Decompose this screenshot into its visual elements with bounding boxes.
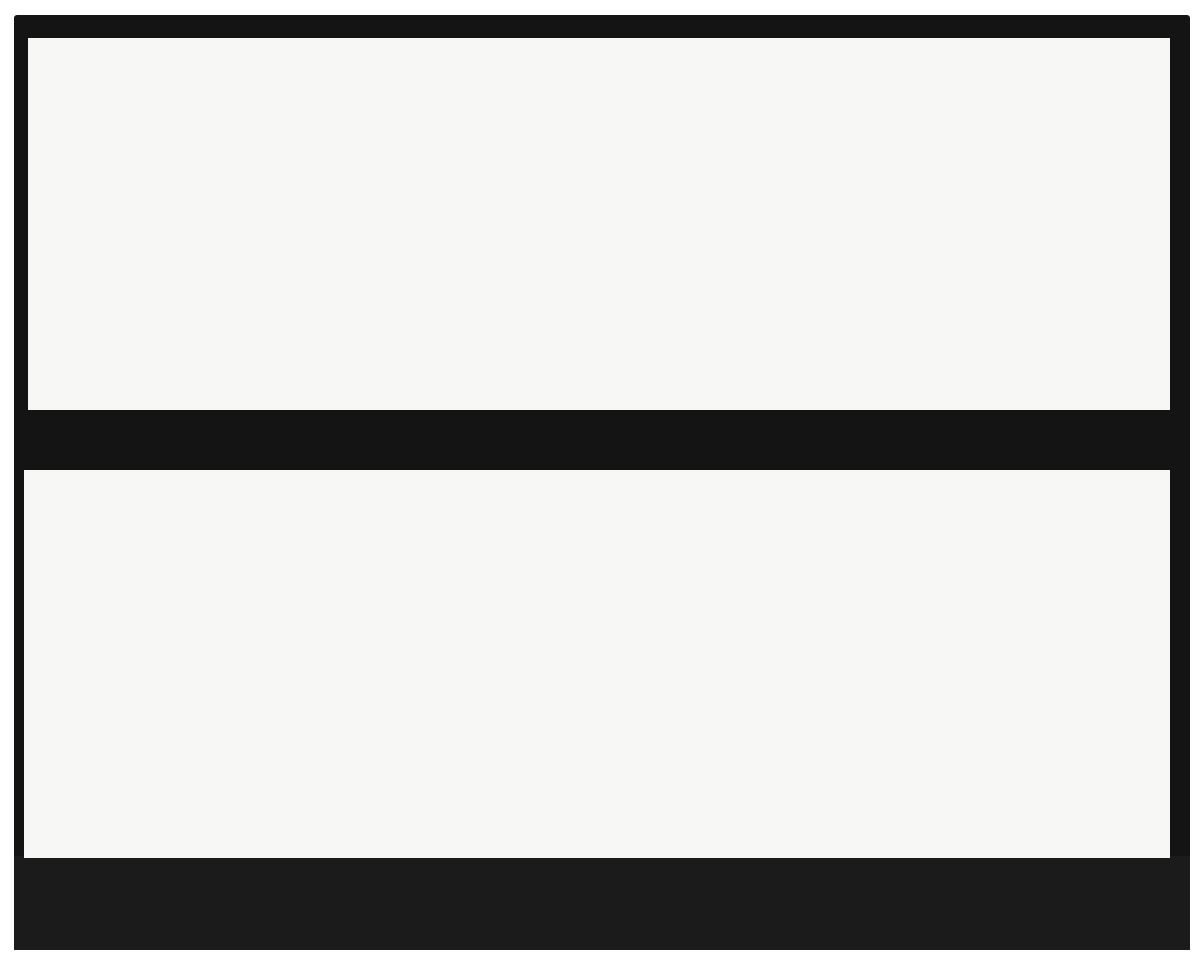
page-bottom [24, 470, 1170, 858]
page-top [28, 38, 1170, 410]
cover-lower-panel [14, 856, 1190, 950]
